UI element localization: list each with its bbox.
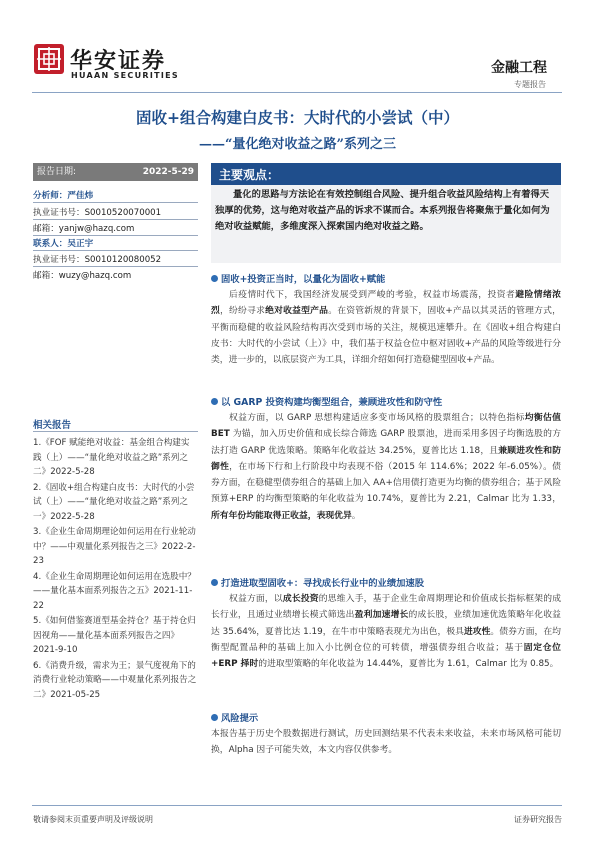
section-body	[211, 726, 561, 759]
divider	[33, 266, 198, 267]
section-heading	[211, 271, 385, 285]
emphasis-text: 绝对收益型产品	[265, 306, 329, 317]
contact-email[interactable]: 邮箱：wuzy@hazq.com	[33, 271, 132, 281]
body-text: 。在资管新规的背景下，固收+产品以其灵活的管理方式，平衡而稳健的收益风险结构再次受到市场的关注，规模迅速攀升。在《固收+组合构建白皮书：大时代的小尝试（上）》中，我们基于权益仓位中枢对固收+产品的风险等级进行分类，进一步的，以底层资产为工具，详细介绍如何打造稳健型固收+产品。	[211, 306, 561, 366]
body-text: 权益方面，以	[229, 594, 283, 604]
section-body	[211, 410, 561, 524]
section-body	[211, 591, 561, 672]
body-text: 的思维入手，基于企业生命周期理论和价值成长指标框架的成长行业，且通过业绩增长模式筛选出	[211, 594, 561, 621]
body-text: 。债券方面，在均衡型配置品种的基础上加入小比例仓位的可转债，增强债券组合收益；基于	[211, 626, 561, 653]
analyst-name-row	[33, 189, 93, 201]
footer-disclaimer[interactable]: 敬请参阅末页重要声明及评级说明	[33, 815, 153, 824]
report-title: 固收+组合构建白皮书：大时代的小尝试（中）	[136, 108, 459, 127]
emphasis-text: 固定仓位+ERP 择时	[211, 642, 561, 670]
contact-role: 联系人：	[33, 239, 68, 249]
emphasis-text: 避险情绪浓烈	[211, 290, 561, 317]
contact-name: 吴正宇	[67, 239, 94, 249]
section-heading	[211, 575, 424, 589]
report-subcategory: 专题报告	[514, 80, 546, 89]
related-report-item[interactable]: 4.《企业生命周期理论如何运用在选股中？——量化基本面系列报告之五》2021-11-22	[33, 571, 196, 611]
related-report-item[interactable]: 2.《固收+组合构建白皮书：大时代的小尝试（上）——“量化绝对收益之路”系列之一》2022-5-28	[33, 482, 195, 522]
bullet-icon	[211, 398, 218, 405]
section-heading-text: 以 GARP 投资构建均衡型组合，兼顾进攻性和防守性	[221, 397, 443, 408]
related-report-item[interactable]: 6.《消费升级，需求为王；景气度视角下的消费行业轮动策略——中观量化系列报告之二》2021-05-25	[33, 660, 197, 700]
date-label: 报告日期:	[37, 167, 77, 177]
bullet-icon	[211, 579, 218, 586]
section-heading-text: 风险提示	[221, 713, 259, 724]
related-report-item[interactable]: 5.《如何借鉴赛道型基金持仓？基于持仓归因视角——量化基本面系列报告之四》2021-9-10	[33, 616, 196, 655]
divider	[33, 219, 198, 220]
emphasis-text: 均衡估值 BET	[211, 413, 561, 440]
divider	[33, 250, 198, 251]
analyst-name: 严佳炜	[67, 191, 94, 201]
emphasis-text: 进攻性	[463, 626, 491, 637]
section-heading-text: 固收+投资正当时，以量化为固收+赋能	[221, 274, 386, 285]
divider	[33, 202, 198, 203]
body-text: ，纷纷寻求	[220, 306, 266, 317]
section-body	[211, 287, 561, 368]
section-heading	[211, 710, 258, 724]
bullet-icon	[211, 714, 218, 721]
body-text: 本报告基于历史个股数据进行测试，历史回测结果不代表未来收益，未来市场风格可能切换，Alpha 因子可能失效，本文内容仅供参考。	[211, 729, 561, 756]
body-text: 。	[351, 510, 361, 521]
related-report-item[interactable]: 3.《企业生命周期理论如何运用在行业轮动中？——中观量化系列报告之三》2022-2-23	[33, 527, 196, 566]
body-text: 的进取型策略的年化收益为 14.44%，夏普比为 1.61，Calmar 比为 0.85。	[258, 659, 559, 670]
contact-name-row	[33, 237, 93, 249]
logo-text: 华安证券	[70, 48, 167, 74]
contact-cert: 执业证书号：S0010120080052	[33, 255, 162, 265]
body-text: 后疫情时代下，我国经济发展受到严峻的考验，权益市场震荡，投资者	[229, 290, 516, 300]
analyst-email[interactable]: 邮箱：yanjw@hazq.com	[33, 224, 135, 234]
related-reports-title: 相关报告	[33, 420, 72, 431]
related-report-item[interactable]: 1.《FOF 赋能绝对收益：基金组合构建实践（上）——“量化绝对收益之路”系列之二》2022-5-28	[33, 438, 190, 477]
report-header	[0, 0, 595, 90]
emphasis-text: 兼顾进攻性和防御性	[211, 445, 561, 472]
emphasis-text: 盈利加速增长	[354, 610, 409, 621]
bullet-icon	[211, 275, 218, 282]
header-divider	[32, 92, 562, 93]
logo-english-text: HUAAN SECURITIES	[71, 71, 179, 80]
key-points-header	[211, 163, 561, 185]
analyst-cert: 执业证书号：S0010520070001	[33, 208, 162, 218]
body-text: 的成长股，业绩加速优选策略年化收益达 35.64%，夏普比达 1.19，在牛市中策略表现尤为出色，极具	[211, 610, 561, 637]
divider	[33, 431, 198, 432]
key-points-label: 主要观点：	[219, 168, 280, 182]
analyst-role: 分析师：	[33, 191, 68, 201]
section-heading	[211, 394, 442, 408]
body-text: 为锚，加入历史价值和成长综合筛选 GARP 股票池，进而采用多因子均衡选股的方法打造 GARP 优选策略。策略年化收益达 34.25%，夏普比达 1.18，且	[211, 429, 561, 456]
section-heading-text: 打造进取型固收+：寻找成长行业中的业绩加速股	[221, 578, 425, 589]
footer-report-type: 证券研究报告	[514, 815, 562, 824]
summary-box: 量化的思路与方法论在有效控制组合风险、提升组合收益风险结构上有着得天独厚的优势，这与绝对收益产品的诉求不谋而合。本系列报告将聚焦于量化如何为绝对收益赋能，多维度深入探索国内绝对收益之路。	[211, 185, 561, 263]
report-category: 金融工程	[491, 60, 547, 76]
report-subtitle: ——“量化绝对收益之路”系列之三	[199, 137, 396, 152]
emphasis-text: 所有年份均能取得正收益，表现优异	[211, 510, 352, 521]
date-value: 2022-5-29	[142, 167, 194, 177]
body-text: ，在市场下行和上行阶段中均表现不俗（2015 年 114.6%；2022 年-6.05%）。债券方面，在稳健型债券组合的基础上加入 AA+信用债打造更为均衡的债券组合；基于风险预算+ERP 的均衡型策略的年化收益为 10.74%，夏普比为 2.21，Calmar 比为 1.33，	[211, 461, 561, 505]
footer-divider	[32, 805, 562, 806]
report-date-bar	[33, 163, 198, 181]
related-reports-list	[33, 436, 198, 703]
logo-seal-icon	[34, 44, 64, 74]
emphasis-text: 成长投资	[282, 594, 319, 604]
divider	[33, 235, 198, 236]
body-text: 权益方面，以 GARP 思想构建适应多变市场风格的股票组合；以特色指标	[229, 413, 525, 423]
